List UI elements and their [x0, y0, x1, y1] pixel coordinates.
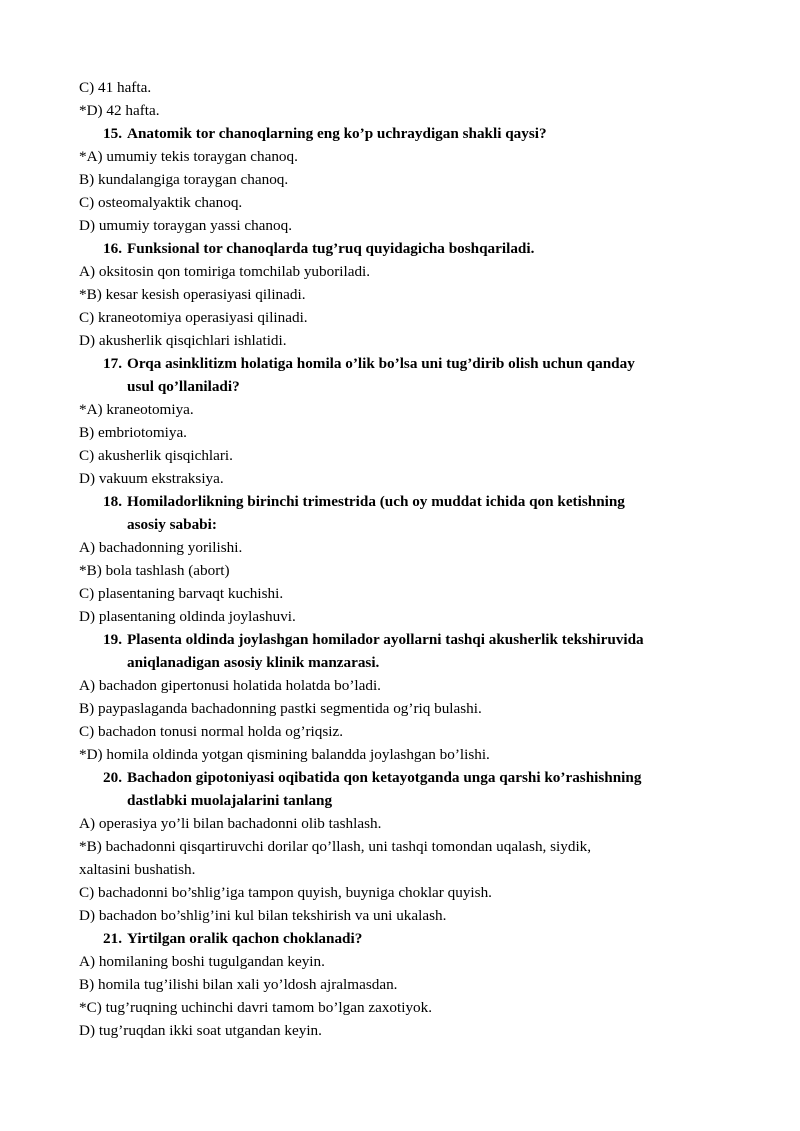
option-line: *C) tug’ruqning uchinchi davri tamom bo’lgan zaxotiyok.: [79, 999, 433, 1016]
option-line: D) bachadon bo’shlig’ini kul bilan tekshirish va uni ukalash.: [79, 907, 447, 924]
option-line: C) 41 hafta.: [79, 79, 152, 96]
option-line: *B) kesar kesish operasiyasi qilinadi.: [79, 286, 306, 303]
option-line: B) kundalangiga toraygan chanoq.: [79, 171, 289, 188]
question-text: usul qo’llaniladi?: [127, 378, 240, 395]
option-line: D) plasentaning oldinda joylashuvi.: [79, 608, 296, 625]
question-number: 20.: [103, 769, 122, 786]
question-text: aniqlanadigan asosiy klinik manzarasi.: [127, 654, 380, 671]
question-text: asosiy sababi:: [127, 516, 217, 533]
option-line: A) homilaning boshi tugulgandan keyin.: [79, 953, 325, 970]
question-text: Homiladorlikning birinchi trimestrida (uch oy muddat ichida qon ketishning: [127, 493, 625, 510]
question-text: dastlabki muolajalarini tanlang: [127, 792, 333, 809]
option-line: *B) bachadonni qisqartiruvchi dorilar qo’llash, uni tashqi tomondan uqalash, siydik,: [79, 838, 592, 855]
option-line: B) homila tug’ilishi bilan xali yo’ldosh ajralmasdan.: [79, 976, 398, 993]
option-line: C) bachadon tonusi normal holda og’riqsiz.: [79, 723, 344, 740]
option-line: C) bachadonni bo’shlig’iga tampon quyish, buyniga choklar quyish.: [79, 884, 492, 901]
option-line: B) paypaslaganda bachadonning pastki segmentida og’riq bulashi.: [79, 700, 482, 717]
option-line: xaltasini bushatish.: [79, 861, 196, 878]
question-number: 19.: [103, 631, 122, 648]
question-text: Funksional tor chanoqlarda tug’ruq quyidagicha boshqariladi.: [127, 240, 535, 257]
question-number: 18.: [103, 493, 122, 510]
option-line: C) osteomalyaktik chanoq.: [79, 194, 243, 211]
option-line: D) tug’ruqdan ikki soat utgandan keyin.: [79, 1022, 322, 1039]
option-line: A) bachadonning yorilishi.: [79, 539, 243, 556]
option-line: D) umumiy toraygan yassi chanoq.: [79, 217, 293, 234]
option-line: A) oksitosin qon tomiriga tomchilab yuboriladi.: [79, 263, 371, 280]
question-text: Yirtilgan oralik qachon choklanadi?: [127, 930, 363, 947]
option-line: *A) umumiy tekis toraygan chanoq.: [79, 148, 298, 165]
question-text: Plasenta oldinda joylashgan homilador ayollarni tashqi akusherlik tekshiruvida: [127, 631, 644, 648]
question-number: 17.: [103, 355, 122, 372]
option-line: *B) bola tashlash (abort): [79, 562, 230, 579]
option-line: D) vakuum ekstraksiya.: [79, 470, 224, 487]
option-line: *A) kraneotomiya.: [79, 401, 194, 418]
question-text: Bachadon gipotoniyasi oqibatida qon ketayotganda unga qarshi ko’rashishning: [127, 769, 642, 786]
option-line: A) bachadon gipertonusi holatida holatda bo’ladi.: [79, 677, 381, 694]
option-line: *D) 42 hafta.: [79, 102, 160, 119]
question-number: 21.: [103, 930, 122, 947]
question-number: 16.: [103, 240, 122, 257]
option-line: C) kraneotomiya operasiyasi qilinadi.: [79, 309, 308, 326]
option-line: C) plasentaning barvaqt kuchishi.: [79, 585, 284, 602]
question-number: 15.: [103, 125, 122, 142]
question-text: Orqa asinklitizm holatiga homila o’lik bo’lsa uni tug’dirib olish uchun qanday: [127, 355, 635, 372]
option-line: *D) homila oldinda yotgan qismining balandda joylashgan bo’lishi.: [79, 746, 490, 763]
option-line: C) akusherlik qisqichlari.: [79, 447, 233, 464]
option-line: B) embriotomiya.: [79, 424, 187, 441]
option-line: D) akusherlik qisqichlari ishlatidi.: [79, 332, 287, 349]
question-text: Anatomik tor chanoqlarning eng ko’p uchraydigan shakli qaysi?: [127, 125, 547, 142]
option-line: A) operasiya yo’li bilan bachadonni olib tashlash.: [79, 815, 382, 832]
